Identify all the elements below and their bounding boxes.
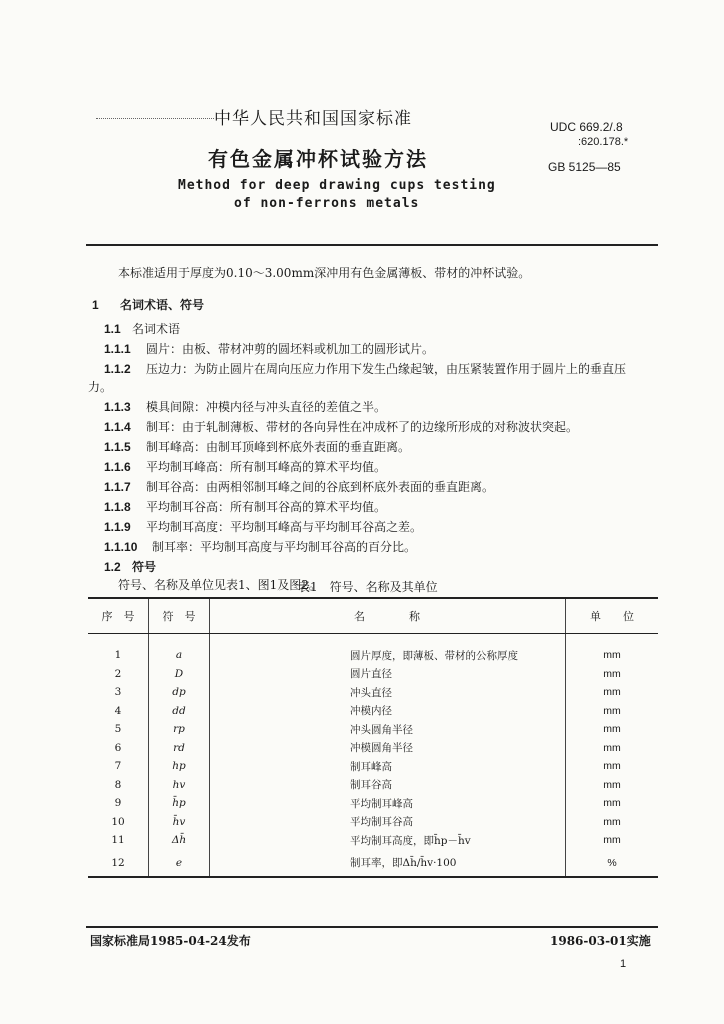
header-symbol: 符 号 <box>149 598 210 634</box>
row-unit: mm <box>603 760 621 773</box>
udc-code-cont: :620.178.* <box>578 136 629 148</box>
row-unit: mm <box>603 686 621 699</box>
row-unit: mm <box>603 797 621 810</box>
section-number: 1.1.9 <box>104 520 131 534</box>
section-text: 符号 <box>132 560 157 574</box>
section-text: 制耳谷高：由两相邻制耳峰之间的谷底到杯底外表面的垂直距离。 <box>146 480 495 494</box>
row-name: 制耳峰高 <box>210 757 566 776</box>
english-title-line2: of non-ferrons metals <box>234 196 420 211</box>
section-number: 1.1.4 <box>104 420 131 434</box>
section-number: 1.1.2 <box>104 362 131 376</box>
row-symbol: rp <box>149 720 210 739</box>
title-leader-line <box>96 118 214 119</box>
section-1-1-5 <box>104 438 410 455</box>
row-number: 10 <box>88 813 149 832</box>
row-unit: mm <box>603 649 621 662</box>
header-rule <box>86 244 658 246</box>
row-symbol: D <box>149 665 210 684</box>
row-number: 1 <box>88 634 149 665</box>
row-name: 冲模内径 <box>210 702 566 721</box>
row-symbol: hp <box>149 757 210 776</box>
gb-number: GB 5125—85 <box>548 160 621 174</box>
row-symbol: e <box>149 850 210 877</box>
row-name: 冲头圆角半径 <box>210 720 566 739</box>
section-number: 1.1 <box>104 322 121 336</box>
row-name: 圆片厚度，即薄板、带材的公称厚度 <box>210 634 566 665</box>
table-row <box>88 683 658 702</box>
row-name: 冲模圆角半径 <box>210 739 566 758</box>
row-number: 9 <box>88 794 149 813</box>
row-name: 制耳率，即Δh̄/h̄v·100 <box>210 850 566 877</box>
table-row <box>88 813 658 832</box>
section-number: 1 <box>92 298 99 312</box>
section-text: 名词术语、符号 <box>120 298 205 312</box>
section-text: 制耳率：平均制耳高度与平均制耳谷高的百分比。 <box>152 540 417 554</box>
section-1-1-9 <box>104 518 422 535</box>
row-number: 2 <box>88 665 149 684</box>
row-symbol: hv <box>149 776 210 795</box>
row-number: 12 <box>88 850 149 877</box>
section-text: 名词术语 <box>132 322 181 336</box>
row-symbol: h̄p <box>149 794 210 813</box>
row-number: 5 <box>88 720 149 739</box>
row-symbol: dp <box>149 683 210 702</box>
intro-paragraph: 本标准适用于厚度为0.10～3.00mm深冲用有色金属薄板、带材的冲杯试验。 <box>118 266 531 280</box>
section-number: 1.1.7 <box>104 480 131 494</box>
section-text: 平均制耳高度：平均制耳峰高与平均制耳谷高之差。 <box>146 520 423 534</box>
section-number: 1.1.5 <box>104 440 131 454</box>
row-unit: mm <box>603 723 621 736</box>
table-row <box>88 776 658 795</box>
row-unit: mm <box>603 667 621 680</box>
header-no: 序 号 <box>88 598 149 634</box>
section-1-2 <box>104 558 156 575</box>
row-number: 6 <box>88 739 149 758</box>
row-unit: mm <box>603 778 621 791</box>
row-name: 制耳谷高 <box>210 776 566 795</box>
section-text: 模具间隙：冲模内径与冲头直径的差值之半。 <box>146 400 387 414</box>
page-number: 1 <box>620 958 627 970</box>
section-text: 平均制耳峰高：所有制耳峰高的算术平均值。 <box>146 460 387 474</box>
english-title-line1: Method for deep drawing cups testing <box>178 178 496 193</box>
row-number: 7 <box>88 757 149 776</box>
header-unit: 单 位 <box>566 598 659 634</box>
section-1-1-7 <box>104 478 494 495</box>
section-text: 制耳峰高：由制耳顶峰到杯底外表面的垂直距离。 <box>146 440 411 454</box>
section-1 <box>92 296 204 313</box>
row-name: 平均制耳高度，即h̄p－h̄v <box>210 831 566 850</box>
footer-rule <box>86 926 658 928</box>
section-text: 圆片：由板、带材冲剪的圆坯料或机加工的圆形试片。 <box>146 342 435 356</box>
section-number: 1.1.3 <box>104 400 131 414</box>
section-1-1 <box>104 320 180 337</box>
table-row <box>88 850 658 877</box>
table-row <box>88 634 658 665</box>
section-text: 平均制耳谷高：所有制耳谷高的算术平均值。 <box>146 500 387 514</box>
row-number: 8 <box>88 776 149 795</box>
section-text: 制耳：由于轧制薄板、带材的各向异性在冲成杯了的边缘所形成的对称波状突起。 <box>146 420 579 434</box>
section-1-1-1 <box>104 340 434 357</box>
table-row <box>88 702 658 721</box>
table-row <box>88 794 658 813</box>
row-name: 平均制耳峰高 <box>210 794 566 813</box>
row-number: 4 <box>88 702 149 721</box>
table-row <box>88 757 658 776</box>
section-1-1-6 <box>104 458 386 475</box>
table-row <box>88 665 658 684</box>
row-symbol: h̄v <box>149 813 210 832</box>
row-unit: mm <box>603 815 621 828</box>
row-number: 3 <box>88 683 149 702</box>
section-number: 1.2 <box>104 560 121 574</box>
effective-date: 1986-03-01实施 <box>550 934 651 948</box>
table-row <box>88 720 658 739</box>
section-1-1-2-cont: 力。 <box>88 380 113 394</box>
row-name: 平均制耳谷高 <box>210 813 566 832</box>
header-name: 名 称 <box>210 598 566 634</box>
row-symbol: a <box>149 634 210 665</box>
row-unit: mm <box>603 834 621 847</box>
issue-date: 国家标准局1985-04-24发布 <box>90 934 251 948</box>
table-caption: 表1 符号、名称及其单位 <box>298 580 438 594</box>
row-name: 冲头直径 <box>210 683 566 702</box>
section-1-2-text: 符号、名称及单位见表1、图1及图2。 <box>118 578 321 592</box>
standard-title: 中华人民共和国国家标准 <box>214 109 412 129</box>
table-row <box>88 831 658 850</box>
section-number: 1.1.8 <box>104 500 131 514</box>
row-unit: mm <box>603 704 621 717</box>
section-1-1-10 <box>104 538 416 555</box>
section-number: 1.1.10 <box>104 540 138 554</box>
row-name: 圆片直径 <box>210 665 566 684</box>
section-number: 1.1.1 <box>104 342 131 356</box>
row-unit: % <box>566 850 659 877</box>
row-unit: mm <box>603 741 621 754</box>
table-header-row <box>88 598 658 634</box>
section-1-1-2 <box>104 360 626 377</box>
section-1-1-8 <box>104 498 386 515</box>
section-1-1-3 <box>104 398 386 415</box>
symbol-table <box>88 597 658 878</box>
row-number: 11 <box>88 831 149 850</box>
udc-code: UDC 669.2/.8 <box>550 120 623 134</box>
document-title: 有色金属冲杯试验方法 <box>208 147 428 171</box>
row-symbol: Δh̄ <box>149 831 210 850</box>
section-number: 1.1.6 <box>104 460 131 474</box>
section-1-1-4 <box>104 418 578 435</box>
table-row <box>88 739 658 758</box>
row-symbol: rd <box>149 739 210 758</box>
row-symbol: dd <box>149 702 210 721</box>
section-text: 压边力：为防止圆片在周向压应力作用下发生凸缘起皱，由压紧装置作用于圆片上的垂直压 <box>146 362 627 376</box>
